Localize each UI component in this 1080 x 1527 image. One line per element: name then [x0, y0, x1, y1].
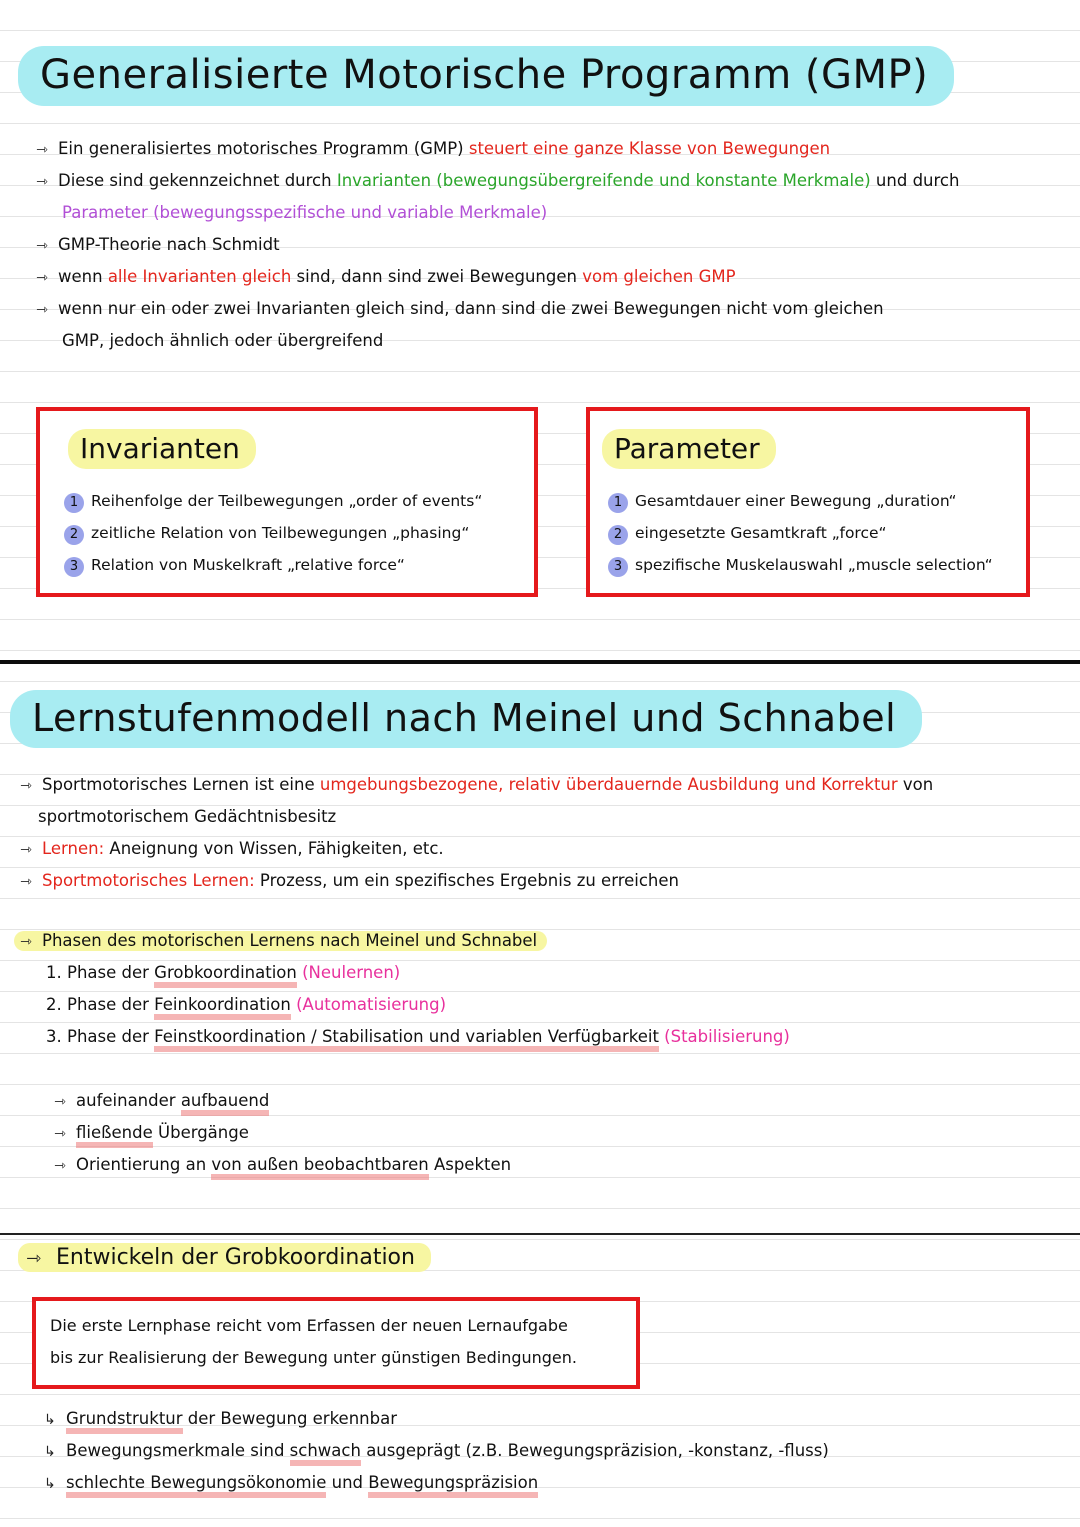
arrow-right-icon: ⇾ — [20, 842, 32, 858]
return-arrow-icon: ↳ — [44, 1476, 56, 1492]
phases-heading: ⇾ Phasen des motorischen Lernens nach Meinel und Schnabel — [14, 930, 547, 953]
subsection-divider — [0, 1233, 1080, 1235]
text-line: sportmotorischem Gedächtnisbesitz — [38, 807, 337, 826]
parameter-item: 2 eingesetzte Gesamtkraft „force“ — [608, 523, 887, 545]
arrow-right-icon: ⇾ — [36, 238, 48, 254]
arrow-right-icon: ⇾ — [20, 934, 32, 950]
arrow-right-icon: ⇾ — [36, 174, 48, 190]
arrow-right-icon: ⇾ — [54, 1126, 66, 1142]
grob-point: ↳ Grundstruktur der Bewegung erkennbar — [44, 1408, 397, 1431]
lernstufen-title: Lernstufenmodell nach Meinel und Schnabel — [10, 690, 922, 748]
arrow-right-icon: ⇾ — [26, 1248, 42, 1269]
arrow-right-icon: ⇾ — [36, 270, 48, 286]
text-line: ⇾ Diese sind gekennzeichnet durch Invarianten (bewegungsübergreifende und konstante Merkmale) und durch — [36, 170, 959, 193]
return-arrow-icon: ↳ — [44, 1444, 56, 1460]
parameter-box — [586, 407, 1030, 597]
arrow-right-icon: ⇾ — [36, 302, 48, 318]
text-line: ⇾ Lernen: Aneignung von Wissen, Fähigkeiten, etc. — [20, 838, 444, 861]
definition-line: Die erste Lernphase reicht vom Erfassen der neuen Lernaufgabe — [50, 1316, 568, 1335]
section-divider — [0, 660, 1080, 664]
phase-item: 3. Phase der Feinstkoordination / Stabilisation und variablen Verfügbarkeit (Stabilisierung) — [46, 1026, 790, 1048]
parameter-item: 3 spezifische Muskelauswahl „muscle selection“ — [608, 555, 993, 577]
text-line: GMP, jedoch ähnlich oder übergreifend — [62, 331, 384, 350]
text-line: ⇾ wenn nur ein oder zwei Invarianten gleich sind, dann sind die zwei Bewegungen nicht vom gleichen — [36, 298, 884, 321]
characteristic-item: ⇾ aufeinander aufbauend — [54, 1090, 269, 1113]
arrow-right-icon: ⇾ — [54, 1094, 66, 1110]
text-line: ⇾ Sportmotorisches Lernen ist eine umgebungsbezogene, relativ überdauernde Ausbildung und Korrektur von — [20, 774, 933, 797]
text-line: Parameter (bewegungsspezifische und variable Merkmale) — [62, 203, 548, 222]
text-line: ⇾ GMP-Theorie nach Schmidt — [36, 234, 280, 257]
characteristic-item: ⇾ fließende Übergänge — [54, 1122, 249, 1145]
phase-item: 2. Phase der Feinkoordination (Automatisierung) — [46, 994, 446, 1016]
text-line: ⇾ wenn alle Invarianten gleich sind, dann sind zwei Bewegungen vom gleichen GMP — [36, 266, 736, 289]
arrow-right-icon: ⇾ — [20, 778, 32, 794]
grob-heading: ⇾ Entwickeln der Grobkoordination — [18, 1244, 431, 1273]
text-line: ⇾ Sportmotorisches Lernen: Prozess, um ein spezifisches Ergebnis zu erreichen — [20, 870, 679, 893]
arrow-right-icon: ⇾ — [20, 874, 32, 890]
parameter-heading: Parameter — [602, 429, 776, 469]
invarianten-item: 3 Relation von Muskelkraft „relative force“ — [64, 555, 405, 577]
invarianten-heading: Invarianten — [68, 429, 256, 469]
text-line: ⇾ Ein generalisiertes motorisches Programm (GMP) steuert eine ganze Klasse von Bewegungen — [36, 138, 830, 161]
grob-definition-box — [32, 1297, 640, 1389]
definition-line: bis zur Realisierung der Bewegung unter günstigen Bedingungen. — [50, 1348, 577, 1367]
parameter-item: 1 Gesamtdauer einer Bewegung „duration“ — [608, 491, 957, 513]
invarianten-box — [36, 407, 538, 597]
gmp-title: Generalisierte Motorische Programm (GMP) — [18, 46, 954, 106]
grob-point: ↳ Bewegungsmerkmale sind schwach ausgeprägt (z.B. Bewegungspräzision, -konstanz, -fluss) — [44, 1440, 829, 1463]
phase-item: 1. Phase der Grobkoordination (Neulernen) — [46, 962, 400, 984]
arrow-right-icon: ⇾ — [36, 142, 48, 158]
return-arrow-icon: ↳ — [44, 1412, 56, 1428]
characteristic-item: ⇾ Orientierung an von außen beobachtbaren Aspekten — [54, 1154, 511, 1177]
arrow-right-icon: ⇾ — [54, 1158, 66, 1174]
invarianten-item: 1 Reihenfolge der Teilbewegungen „order of events“ — [64, 491, 482, 513]
invarianten-item: 2 zeitliche Relation von Teilbewegungen „phasing“ — [64, 523, 469, 545]
grob-point: ↳ schlechte Bewegungsökonomie und Bewegungspräzision — [44, 1472, 538, 1495]
